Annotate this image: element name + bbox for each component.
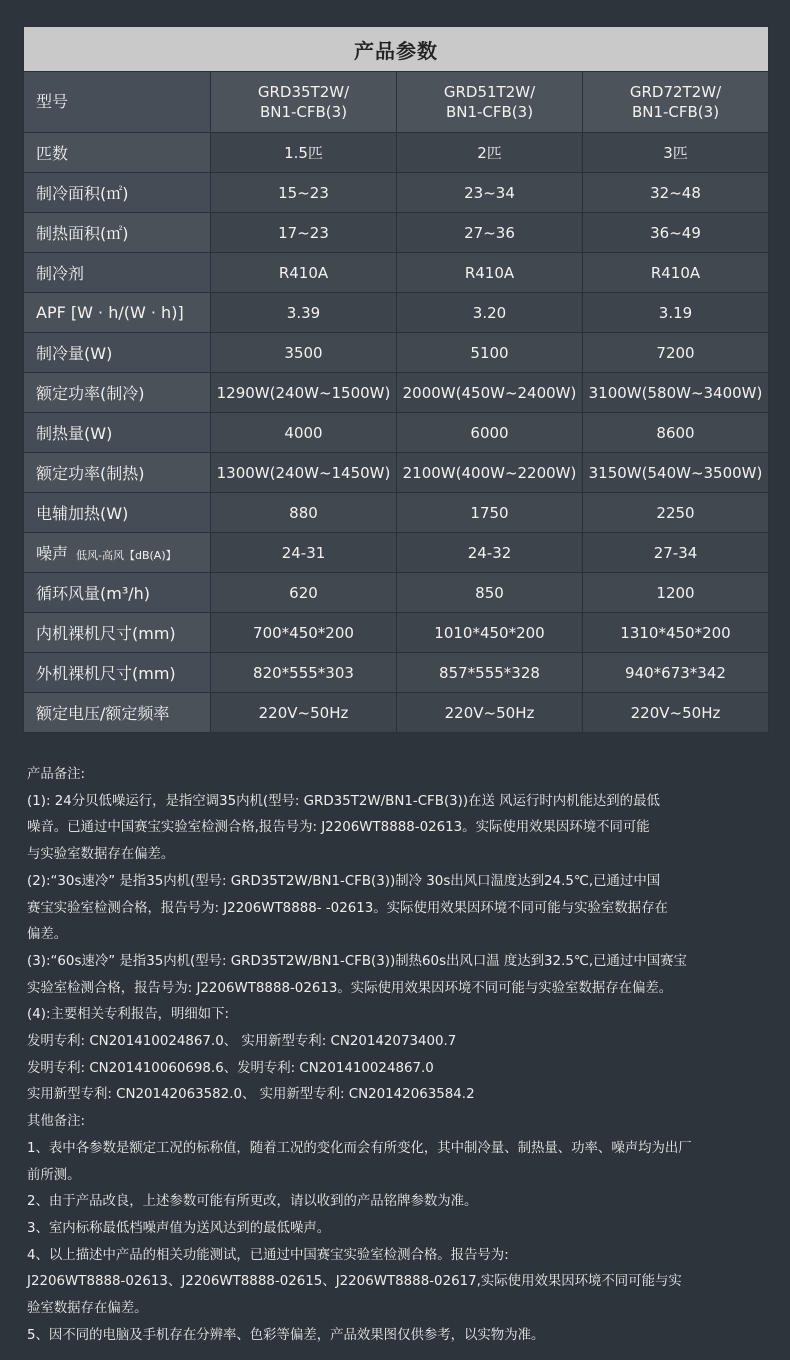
note-line: 赛宝实验室检测合格，报告号为: J2206WT8888- -02613。实际使用效果因环境不同可能与实验室数据存在 [27, 900, 668, 916]
note-line: 4、以上描述中产品的相关功能测试，已通过中国赛宝实验室检测合格。报告号为: [27, 1247, 509, 1263]
row-value: 2250 [583, 493, 769, 533]
note-line: 3、室内标称最低档噪声值为送风达到的最低噪声。 [27, 1220, 331, 1236]
note-line: 1、表中各参数是额定工况的标称值，随着工况的变化而会有所变化，其中制冷量、制热量、功率、噪声均为出厂 [27, 1140, 692, 1156]
row-value: 7200 [583, 333, 769, 373]
row-value: 3500 [211, 333, 397, 373]
row-value: 220V~50Hz [211, 693, 397, 733]
row-value: 24-32 [397, 533, 583, 573]
row-label [24, 613, 211, 653]
note-line: (3):“60s速冷” 是指35内机(型号: GRD35T2W/BN1-CFB(3))制热60s出风口温 度达到32.5℃,已通过中国赛宝 [27, 953, 687, 969]
row-label [24, 693, 211, 733]
row-label-text: 制冷面积(㎡) [36, 184, 129, 203]
row-value: 2100W(400W~2200W) [397, 453, 583, 493]
table-row [24, 173, 769, 213]
table-row [24, 573, 769, 613]
table-row [24, 653, 769, 693]
row-value: 27-34 [583, 533, 769, 573]
row-label-text: 额定功率(制冷) [36, 384, 145, 403]
header-row [24, 72, 769, 133]
row-value: 3匹 [583, 133, 769, 173]
table-row [24, 493, 769, 533]
note-line: 产品备注: [27, 767, 86, 782]
row-value: 1290W(240W~1500W) [211, 373, 397, 413]
row-label [24, 653, 211, 693]
row-value: 620 [211, 573, 397, 613]
row-value: 8600 [583, 413, 769, 453]
row-value: 3.20 [397, 293, 583, 333]
row-label [24, 293, 211, 333]
row-value: 3.19 [583, 293, 769, 333]
row-value: R410A [397, 253, 583, 293]
note-line: 发明专利: CN201410024867.0、 实用新型专利: CN20142073400.7 [27, 1034, 457, 1050]
model-line: BN1-CFB(3) [259, 103, 348, 121]
table-row [24, 453, 769, 493]
row-value: 3150W(540W~3500W) [583, 453, 769, 493]
row-label [24, 373, 211, 413]
note-line: (1): 24分贝低噪运行，是指空调35内机(型号: GRD35T2W/BN1-CFB(3))在送 风运行时内机能达到的最低 [27, 793, 660, 809]
row-value: 4000 [211, 413, 397, 453]
note-line: 前所测。 [27, 1167, 81, 1183]
note-line: J2206WT8888-02613、J2206WT8888-02615、J2206WT8888-02617,实际使用效果因环境不同可能与实 [27, 1274, 682, 1290]
row-value: 1310*450*200 [583, 613, 769, 653]
table-row [24, 613, 769, 653]
table-row [24, 373, 769, 413]
row-label [24, 173, 211, 213]
table-row [24, 533, 769, 573]
model-line: GRD35T2W/ [257, 83, 350, 101]
note-line: 发明专利: CN201410060698.6、发明专利: CN201410024867.0 [27, 1060, 434, 1076]
row-label [24, 213, 211, 253]
note-line: 2、由于产品改良，上述参数可能有所更改，请以收到的产品铭牌参数为准。 [27, 1194, 478, 1210]
row-label-text: 噪声 [36, 544, 69, 563]
model-cell [211, 72, 397, 133]
table-row [24, 693, 769, 733]
note-line: (4):主要相关专利报告，明细如下: [27, 1007, 230, 1023]
row-value: 36~49 [583, 213, 769, 253]
row-label-text: 制热量(W) [36, 424, 113, 443]
row-value: 850 [397, 573, 583, 613]
row-label [24, 413, 211, 453]
product-notes [27, 762, 772, 1349]
row-value: 2000W(450W~2400W) [397, 373, 583, 413]
row-value: 3.39 [211, 293, 397, 333]
row-value: 17~23 [211, 213, 397, 253]
note-line: 实验室检测合格，报告号为: J2206WT8888-02613。实际使用效果因环境不同可能与实验室数据存在偏差。 [27, 980, 673, 996]
model-line: GRD51T2W/ [443, 83, 536, 101]
note-line: 其他备注: [27, 1114, 86, 1130]
spec-table [23, 26, 769, 733]
row-label [24, 253, 211, 293]
row-value: 220V~50Hz [397, 693, 583, 733]
row-label [24, 333, 211, 373]
model-cell [583, 72, 769, 133]
row-label-text: 额定电压/额定频率 [36, 704, 170, 723]
model-cell [397, 72, 583, 133]
row-value: 880 [211, 493, 397, 533]
model-label: 型号 [24, 72, 211, 133]
row-value: 1750 [397, 493, 583, 533]
row-label [24, 133, 211, 173]
note-line: 验室数据存在偏差。 [27, 1301, 148, 1317]
model-line: GRD72T2W/ [629, 83, 722, 101]
row-label-text: 制冷剂 [36, 264, 85, 283]
row-value: 15~23 [211, 173, 397, 213]
row-label-text: 外机裸机尺寸(mm) [36, 664, 176, 683]
table-row [24, 293, 769, 333]
table-row [24, 413, 769, 453]
row-value: 857*555*328 [397, 653, 583, 693]
row-label-text: 额定功率(制热) [36, 464, 145, 483]
table-row [24, 133, 769, 173]
note-line: (2):“30s速冷” 是指35内机(型号: GRD35T2W/BN1-CFB(3))制冷 30s出风口温度达到24.5℃,已通过中国 [27, 873, 661, 889]
model-line: BN1-CFB(3) [445, 103, 534, 121]
row-value: 5100 [397, 333, 583, 373]
row-label-text: 制冷量(W) [36, 344, 113, 363]
row-value: 1010*450*200 [397, 613, 583, 653]
row-value: 3100W(580W~3400W) [583, 373, 769, 413]
row-label-text: APF [W · h/(W · h)] [36, 303, 184, 322]
row-label-text: 电辅加热(W) [36, 504, 129, 523]
row-value: 220V~50Hz [583, 693, 769, 733]
table-title: 产品参数 [24, 27, 769, 72]
row-label [24, 533, 211, 573]
row-label-text: 循环风量(m³/h) [36, 584, 151, 603]
note-line: 偏差。 [27, 927, 68, 943]
row-value: 820*555*303 [211, 653, 397, 693]
row-label [24, 493, 211, 533]
row-label-note: 低风-高风【dB(A)】 [76, 549, 177, 562]
table-row [24, 333, 769, 373]
row-value: 2匹 [397, 133, 583, 173]
row-label [24, 573, 211, 613]
row-value: 32~48 [583, 173, 769, 213]
row-value: 1300W(240W~1450W) [211, 453, 397, 493]
row-value: R410A [211, 253, 397, 293]
row-label-text: 制热面积(㎡) [36, 224, 129, 243]
row-label-text: 匹数 [36, 144, 69, 163]
row-value: 27~36 [397, 213, 583, 253]
row-value: R410A [583, 253, 769, 293]
table-row [24, 253, 769, 293]
row-value: 700*450*200 [211, 613, 397, 653]
row-value: 6000 [397, 413, 583, 453]
row-label [24, 453, 211, 493]
table-row [24, 213, 769, 253]
model-line: BN1-CFB(3) [631, 103, 720, 121]
note-line: 实用新型专利: CN20142063582.0、 实用新型专利: CN20142063584.2 [27, 1087, 475, 1103]
row-value: 24-31 [211, 533, 397, 573]
note-line: 与实验室数据存在偏差。 [27, 847, 175, 863]
row-value: 1200 [583, 573, 769, 613]
row-label-text: 内机裸机尺寸(mm) [36, 624, 176, 643]
row-value: 23~34 [397, 173, 583, 213]
row-value: 1.5匹 [211, 133, 397, 173]
note-line: 5、因不同的电脑及手机存在分辨率、色彩等偏差，产品效果图仅供参考，以实物为准。 [27, 1327, 545, 1343]
row-value: 940*673*342 [583, 653, 769, 693]
note-line: 噪音。已通过中国赛宝实验室检测合格,报告号为: J2206WT8888-02613。实际使用效果因环境不同可能 [27, 820, 650, 836]
